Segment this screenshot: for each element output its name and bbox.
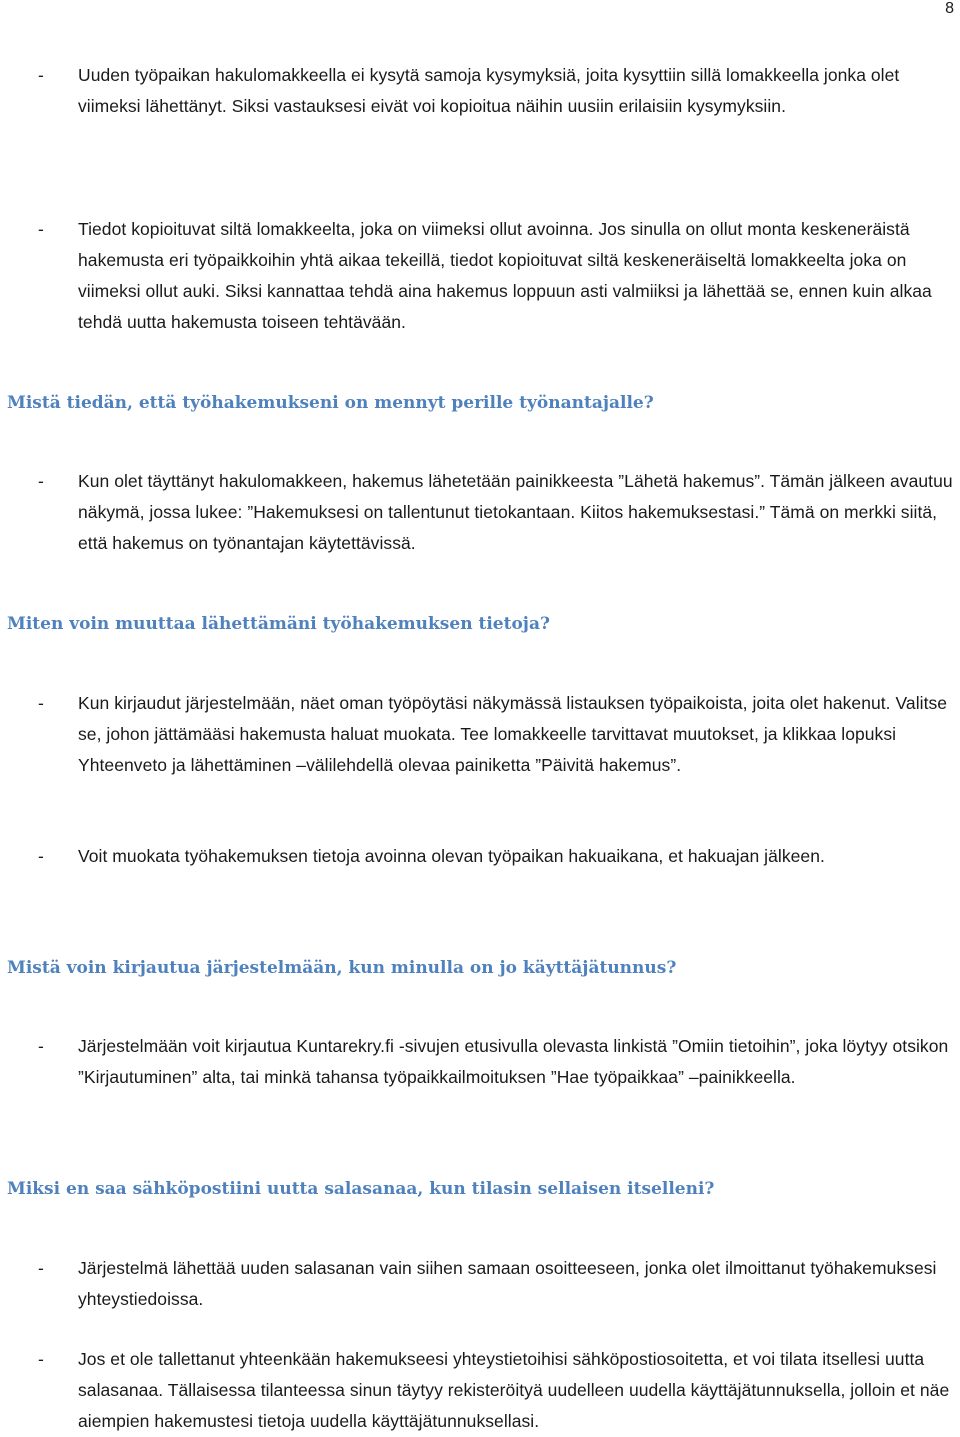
- section-heading: Miksi en saa sähköpostiini uutta salasanaa, kun tilasin sellaisen itselleni?: [7, 1179, 715, 1199]
- bullet-dash: -: [38, 219, 44, 239]
- paragraph-text: Kun kirjaudut järjestelmään, näet oman työpöytäsi näkymässä listauksen työpaikoista, joita olet hakenut. Valitse se, johon jättämääsi hakemusta haluat muokata. Tee lomakkeelle tarvittavat muutokset, ja klikkaa lopuksi Yhteenveto ja lähettäminen –välilehdellä olevaa painiketta ”Päivitä hakemus”.: [78, 693, 948, 775]
- paragraph-text: Jos et ole tallettanut yhteenkään hakemukseesi yhteystietoihisi sähköpostiosoitetta, et voi tilata itsellesi uutta salasanaa. Tällaisessa tilanteessa sinun täytyy rekisteröityä uudelleen uudella käyttäjätunnuksella, jolloin et näe aiempien hakemustesi tietoja uudella käyttäjätunnuksellasi.: [78, 1349, 950, 1431]
- bullet-dash: -: [38, 693, 44, 713]
- bullet-dash: -: [38, 1349, 44, 1369]
- section-heading: Mistä tiedän, että työhakemukseni on mennyt perille työnantajalle?: [7, 393, 654, 413]
- section-heading: Miten voin muuttaa lähettämäni työhakemuksen tietoja?: [7, 614, 550, 634]
- paragraph-text: Kun olet täyttänyt hakulomakkeen, hakemus lähetetään painikkeesta ”Lähetä hakemus”. Tämän jälkeen avautuu näkymä, jossa lukee: ”Hakemuksesi on tallentunut tietokantaan. Kiitos hakemuksestasi.” Tämä on merkki siitä, että hakemus on työnantajan käytettävissä.: [78, 471, 953, 553]
- bullet-dash: -: [38, 1258, 44, 1278]
- bullet-dash: -: [38, 1036, 44, 1056]
- list-item: [38, 688, 954, 781]
- paragraph-text: Järjestelmä lähettää uuden salasanan vain siihen samaan osoitteeseen, jonka olet ilmoittanut työhakemuksesi yhteystiedoissa.: [78, 1258, 937, 1309]
- list-item: [38, 1344, 954, 1437]
- page-number: 8: [945, 0, 954, 17]
- list-item: [38, 1253, 954, 1315]
- list-item: [38, 466, 954, 559]
- section-heading: Mistä voin kirjautua järjestelmään, kun minulla on jo käyttäjätunnus?: [7, 958, 677, 978]
- list-item: [38, 214, 954, 338]
- paragraph-text: Voit muokata työhakemuksen tietoja avoinna olevan työpaikan hakuaikana, et hakuajan jälkeen.: [78, 846, 825, 866]
- bullet-dash: -: [38, 65, 44, 85]
- bullet-dash: -: [38, 846, 44, 866]
- list-item: [38, 841, 954, 872]
- paragraph-text: Tiedot kopioituvat siltä lomakkeelta, joka on viimeksi ollut avoinna. Jos sinulla on ollut monta keskeneräistä hakemusta eri työpaikkoihin yhtä aikaa tekeillä, tiedot kopioituvat siltä keskeneräiseltä lomakkeelta joka on viimeksi ollut auki. Siksi kannattaa tehdä aina hakemus loppuun asti valmiiksi ja lähettää se, ennen kuin alkaa tehdä uutta hakemusta toiseen tehtävään.: [78, 219, 932, 332]
- paragraph-text: Järjestelmään voit kirjautua Kuntarekry.fi -sivujen etusivulla olevasta linkistä ”Omiin tietoihin”, joka löytyy otsikon ”Kirjautuminen” alta, tai minkä tahansa työpaikkailmoituksen ”Hae työpaikkaa” –painikkeella.: [78, 1036, 949, 1087]
- list-item: [38, 1031, 954, 1093]
- paragraph-text: Uuden työpaikan hakulomakkeella ei kysytä samoja kysymyksiä, joita kysyttiin sillä lomakkeella jonka olet viimeksi lähettänyt. Siksi vastauksesi eivät voi kopioitua näihin uusiin erilaisiin kysymyksiin.: [78, 65, 900, 116]
- list-item: [38, 60, 954, 122]
- bullet-dash: -: [38, 471, 44, 491]
